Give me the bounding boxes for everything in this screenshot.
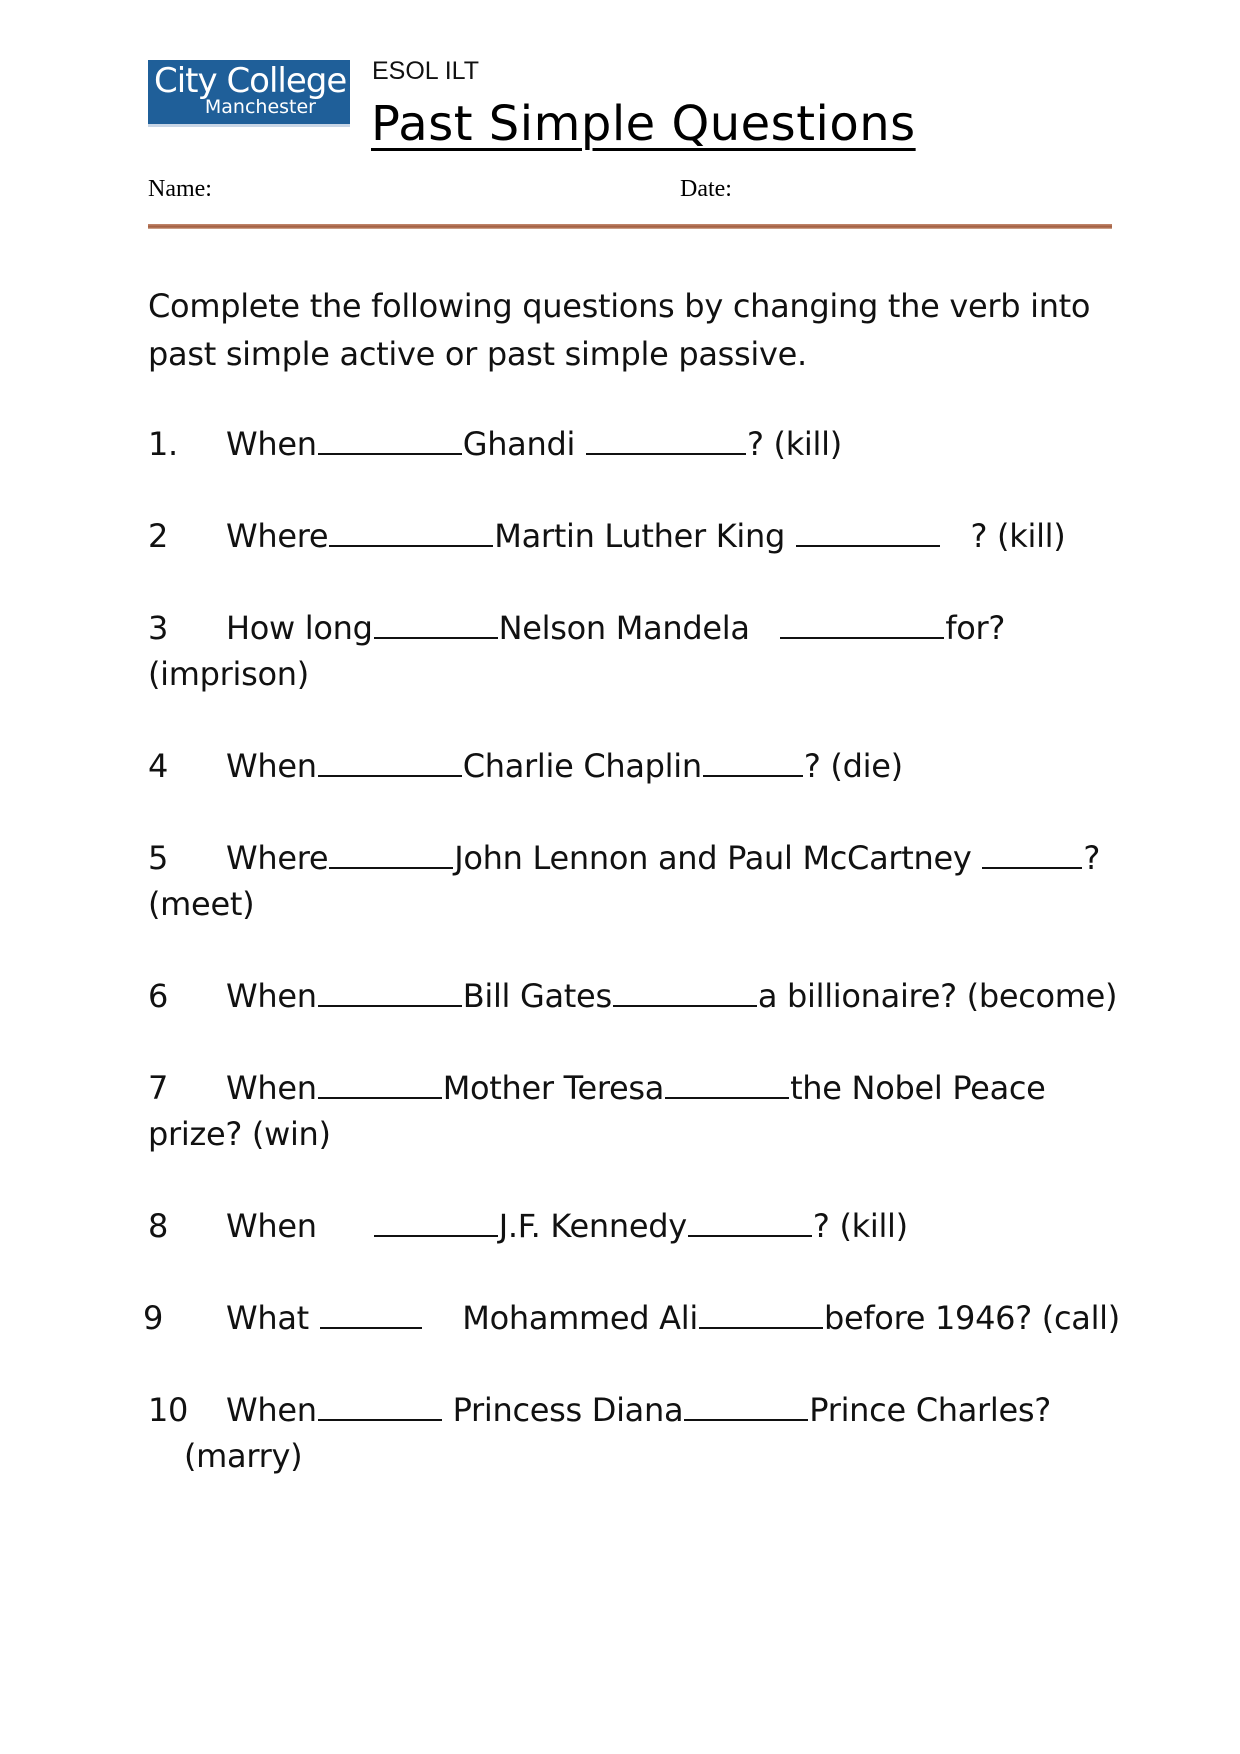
question-subject: Nelson Mandela (498, 609, 750, 647)
question-subject: Mother Teresa (442, 1069, 665, 1107)
question-word: How long (226, 609, 373, 647)
logo-subtext: Manchester (204, 96, 316, 118)
question-tail: the Nobel Peace (790, 1069, 1046, 1107)
question-word: When (226, 1207, 317, 1245)
answer-blank[interactable] (586, 452, 746, 455)
question-tail: before 1946? (call) (823, 1299, 1120, 1337)
question-text (226, 1064, 1046, 1112)
question-subject: John Lennon and Paul McCartney (454, 839, 972, 877)
question-text (226, 972, 1117, 1020)
question-word: When (226, 425, 317, 463)
answer-blank[interactable] (699, 1326, 823, 1329)
question-subject: Charlie Chaplin (462, 747, 702, 785)
question-text (226, 742, 903, 790)
question-verb-hint: (meet) (148, 885, 255, 923)
answer-blank[interactable] (703, 774, 803, 777)
question-number: 2 (148, 517, 169, 555)
question-text (226, 1294, 1120, 1342)
question-subject: Bill Gates (462, 977, 612, 1015)
question-word: Where (226, 839, 329, 877)
question-number: 5 (148, 839, 169, 877)
question-tail: ? (die) (803, 747, 903, 785)
question-number: 9 (143, 1299, 164, 1337)
question-number: 8 (148, 1207, 169, 1245)
question-text (226, 512, 1065, 560)
answer-blank[interactable] (796, 544, 940, 547)
date-label: Date: (680, 176, 732, 202)
answer-blank[interactable] (318, 1418, 442, 1421)
question-text (226, 1202, 908, 1250)
question-tail: a billionaire? (become) (757, 977, 1118, 1015)
question-verb-hint: (marry) (184, 1437, 303, 1475)
question-number: 3 (148, 609, 169, 647)
question-tail: ? (kill) (746, 425, 842, 463)
page-title: Past Simple Questions (371, 96, 916, 152)
answer-blank[interactable] (665, 1096, 789, 1099)
question-tail: ? (kill) (812, 1207, 908, 1245)
question-word: When (226, 747, 317, 785)
question-verb-hint: prize? (win) (148, 1115, 331, 1153)
question-text (226, 420, 842, 468)
question-word: When (226, 1069, 317, 1107)
answer-blank[interactable] (318, 452, 462, 455)
answer-blank[interactable] (780, 636, 944, 639)
question-number: 1. (148, 425, 178, 463)
question-tail: ? (1083, 839, 1101, 877)
answer-blank[interactable] (320, 1326, 422, 1329)
name-label: Name: (148, 176, 212, 202)
header-divider (148, 224, 1112, 229)
question-number: 7 (148, 1069, 169, 1107)
question-text (226, 604, 1005, 652)
answer-blank[interactable] (329, 866, 453, 869)
question-subject: Princess Diana (452, 1391, 684, 1429)
answer-blank[interactable] (613, 1004, 757, 1007)
answer-blank[interactable] (318, 1096, 442, 1099)
answer-blank[interactable] (374, 1234, 498, 1237)
question-word: Where (226, 517, 329, 555)
answer-blank[interactable] (318, 774, 462, 777)
answer-blank[interactable] (982, 866, 1082, 869)
question-tail: for? (945, 609, 1006, 647)
question-number: 6 (148, 977, 169, 1015)
department-label: ESOL ILT (372, 57, 479, 85)
question-verb-hint: (imprison) (148, 655, 309, 693)
question-word: When (226, 1391, 317, 1429)
question-number: 10 (148, 1391, 189, 1429)
question-subject: J.F. Kennedy (498, 1207, 687, 1245)
question-subject: Ghandi (462, 425, 576, 463)
answer-blank[interactable] (688, 1234, 812, 1237)
question-tail: Prince Charles? (809, 1391, 1051, 1429)
answer-blank[interactable] (318, 1004, 462, 1007)
question-word: What (226, 1299, 309, 1337)
answer-blank[interactable] (684, 1418, 808, 1421)
logo-text: City College (154, 61, 347, 101)
question-number: 4 (148, 747, 169, 785)
city-college-logo (148, 60, 350, 127)
instructions: Complete the following questions by changing the verb into past simple active or past simple passive. (148, 287, 1091, 373)
question-subject: Mohammed Ali (462, 1299, 698, 1337)
question-tail: ? (kill) (970, 517, 1066, 555)
answer-blank[interactable] (329, 544, 493, 547)
question-word: When (226, 977, 317, 1015)
answer-blank[interactable] (374, 636, 498, 639)
question-text (226, 834, 1100, 882)
question-text (226, 1386, 1051, 1434)
question-subject: Martin Luther King (494, 517, 785, 555)
